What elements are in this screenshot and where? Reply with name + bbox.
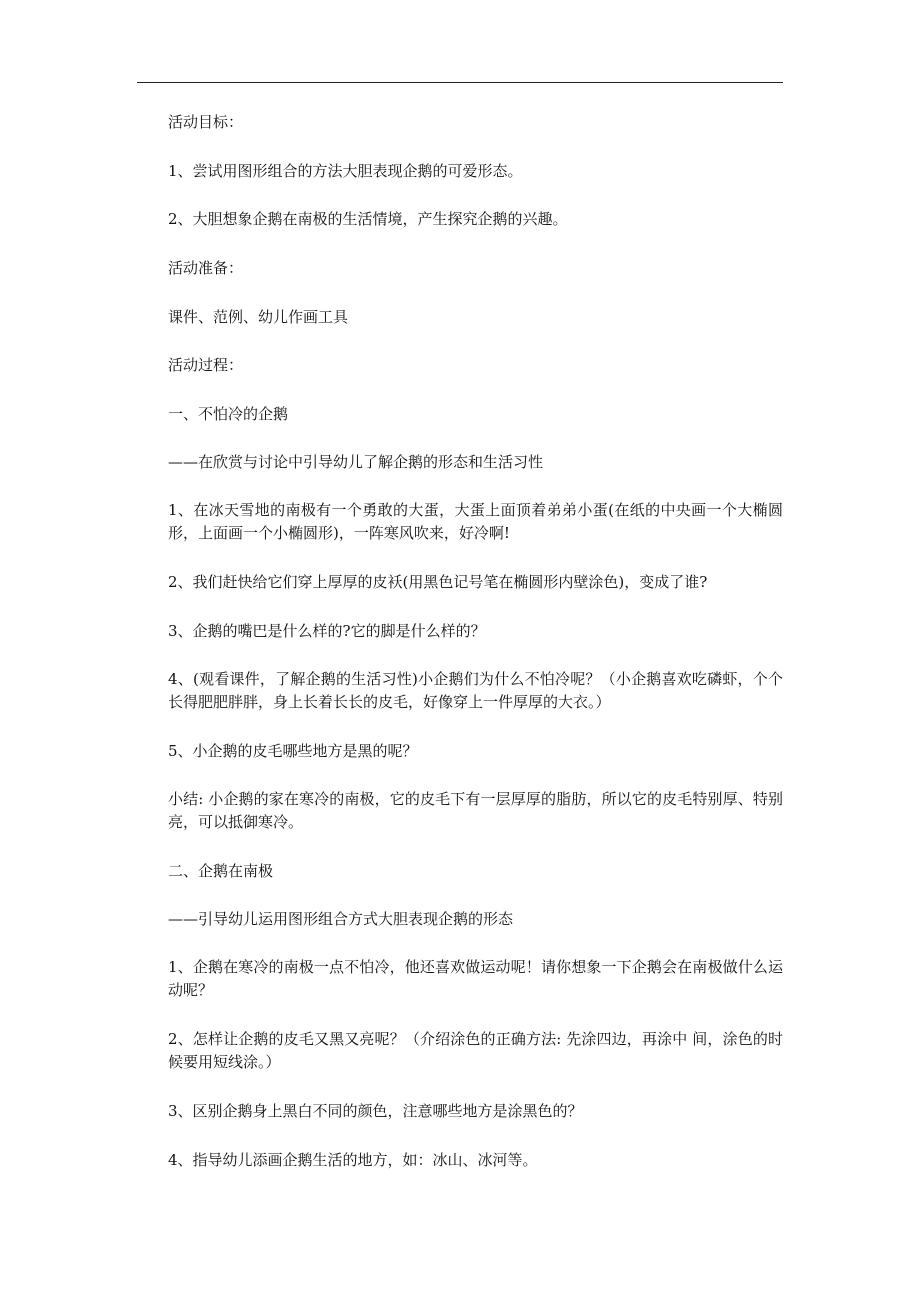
part-one-step-4: 4、(观看课件，了解企鹅的生活习性)小企鹅们为什么不怕冷呢？（小企鹅喜欢吃磷虾，个个长得肥肥胖胖，身上长着长长的皮毛，好像穿上一件厚厚的大衣。）: [168, 670, 783, 711]
part-two-subtitle: ——引导幼儿运用图形组合方式大胆表现企鹅的形态: [168, 910, 514, 928]
part-two-step-2: 2、怎样让企鹅的皮毛又黑又亮呢？（介绍涂色的正确方法: 先涂四边，再涂中 间，涂色的时候要用短线涂。）: [168, 1030, 783, 1071]
header-rule: [137, 82, 783, 83]
part-one-step-3: 3、企鹅的嘴巴是什么样的?它的脚是什么样的？: [168, 622, 486, 640]
part-two-step-3: 3、区别企鹅身上黑白不同的颜色，注意哪些地方是涂黑色的？: [168, 1102, 583, 1120]
section-heading-preparation: 活动准备：: [168, 259, 244, 277]
preparation-text: 课件、范例、幼儿作画工具: [168, 308, 349, 326]
part-one-step-1: 1、在冰天雪地的南极有一个勇敢的大蛋，大蛋上面顶着弟弟小蛋(在纸的中央画一个大椭圆形，上面画一个小椭圆形)，一阵寒风吹来，好冷啊!: [168, 501, 783, 542]
section-heading-goals: 活动目标：: [168, 113, 244, 131]
part-two-heading: 二、企鹅在南极: [168, 862, 274, 880]
part-two-step-4: 4、指导幼儿添画企鹅生活的地方，如：冰山、冰河等。: [168, 1151, 538, 1169]
part-one-summary: 小结: 小企鹅的家在寒冷的南极，它的皮毛下有一层厚厚的脂肪，所以它的皮毛特别厚、特别亮，可以抵御寒冷。: [168, 790, 783, 831]
goal-item-2: 2、大胆想象企鹅在南极的生活情境，产生探究企鹅的兴趣。: [168, 210, 568, 228]
part-one-subtitle: ——在欣赏与讨论中引导幼儿了解企鹅的形态和生活习性: [168, 453, 544, 471]
part-one-step-5: 5、小企鹅的皮毛哪些地方是黑的呢？: [168, 742, 418, 760]
section-heading-process: 活动过程：: [168, 356, 244, 374]
part-one-heading: 一、不怕冷的企鹅: [168, 405, 289, 423]
goal-item-1: 1、尝试用图形组合的方法大胆表现企鹅的可爱形态。: [168, 162, 523, 180]
part-one-step-2: 2、我们赶快给它们穿上厚厚的皮袄(用黑色记号笔在椭圆形内壁涂色)，变成了谁?: [168, 573, 708, 591]
part-two-step-1: 1、企鹅在寒冷的南极一点不怕冷，他还喜欢做运动呢！请你想象一下企鹅会在南极做什么运动呢？: [168, 958, 783, 999]
